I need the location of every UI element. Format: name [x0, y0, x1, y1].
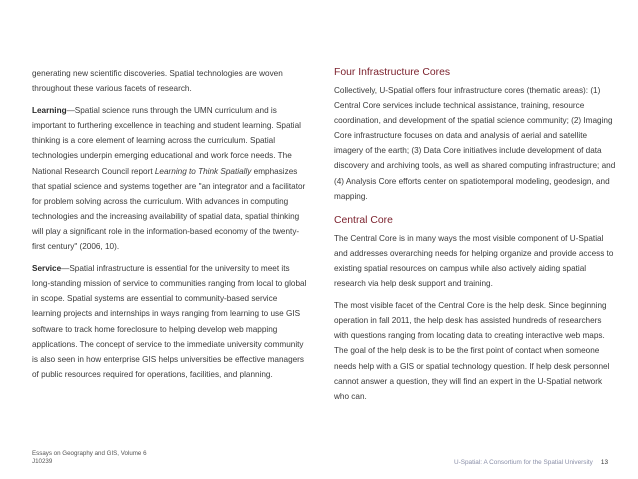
footer-running-title-block	[454, 459, 608, 466]
infrastructure-heading: Four Infrastructure Cores	[334, 67, 451, 78]
service-text: —Spatial infrastructure is essential for the university to meet its long-standing mission of service to communities ranging from local to global in scope. Spatial systems are essential to community-based service learning projects and internships in ways ranging from learning to use GIS software to track home foreclosure to helping develop web mapping applications. The concept of service to the immediate university community is also seen in how enterprise GIS helps universities be effective managers of public resources required for operations, facilities, and planning.	[32, 264, 307, 379]
right-column	[334, 66, 618, 404]
learning-text-a: —Spatial science runs through the UMN curriculum and is important to furthering excellence in teaching and student learning. Spatial thinking is a core element of learning across the curriculum. Spatial technologies underpin emerging educational and work force needs. The National Research Council report	[32, 106, 301, 176]
page-footer	[32, 450, 608, 474]
publication-title: Essays on Geography and GIS, Volume 6	[32, 450, 147, 457]
central-core-paragraph-1: The Central Core is in many ways the most visible component of U-Spatial and addresses overarching needs for helping organize and provide access to existing spatial resources on campus while also actively aiding spatial research via help desk support and training.	[334, 233, 614, 289]
footer-publication-info	[32, 450, 147, 466]
intro-paragraph: generating new scientific discoveries. Spatial technologies are woven throughout these various facets of research.	[32, 69, 283, 94]
report-title: Learning to Think Spatially	[154, 166, 252, 176]
learning-paragraph	[32, 103, 308, 254]
service-paragraph	[32, 261, 308, 382]
left-column	[32, 66, 308, 382]
infrastructure-paragraph: Collectively, U-Spatial offers four infrastructure cores (thematic areas): (1) Central Core services include technical assistance, training, resource coordination, and development of the spatial science community; (2) Imaging Core infrastructure focuses on data and analysis of aerial and satellite imagery of the earth; (3) Data Core initiatives include development of data discovery and archiving tools, as well as shared computing infrastructure; and (4) Analysis Core efforts center on spatiotemporal modeling, geodesign, and mapping.	[334, 86, 616, 201]
learning-term: Learning	[32, 106, 67, 116]
service-term: Service	[32, 264, 62, 274]
learning-text-b: emphasizes that spatial science and systems together are "an integrator and a facilitator for problem solving across the curriculum. With advances in computing technologies and the increasing availability of spatial data, spatial thinking will play a significant role in the information-based economy of the twenty-first century" (2006, 10).	[32, 166, 306, 252]
running-title: U-Spatial: A Consortium for the Spatial University	[454, 459, 593, 466]
publication-code: J10239	[32, 458, 53, 465]
central-core-heading: Central Core	[334, 214, 393, 226]
central-core-paragraph-2: The most visible facet of the Central Core is the help desk. Since beginning operation in fall 2011, the help desk has assisted hundreds of researchers with questions ranging from locating data to creating interactive web maps. The goal of the help desk is to be the first point of contact when someone needs help with a GIS or spatial technology question. If help desk personnel cannot answer a question, they will find an expert in the U-Spatial network who can.	[334, 301, 610, 401]
page-number: 13	[600, 459, 608, 466]
